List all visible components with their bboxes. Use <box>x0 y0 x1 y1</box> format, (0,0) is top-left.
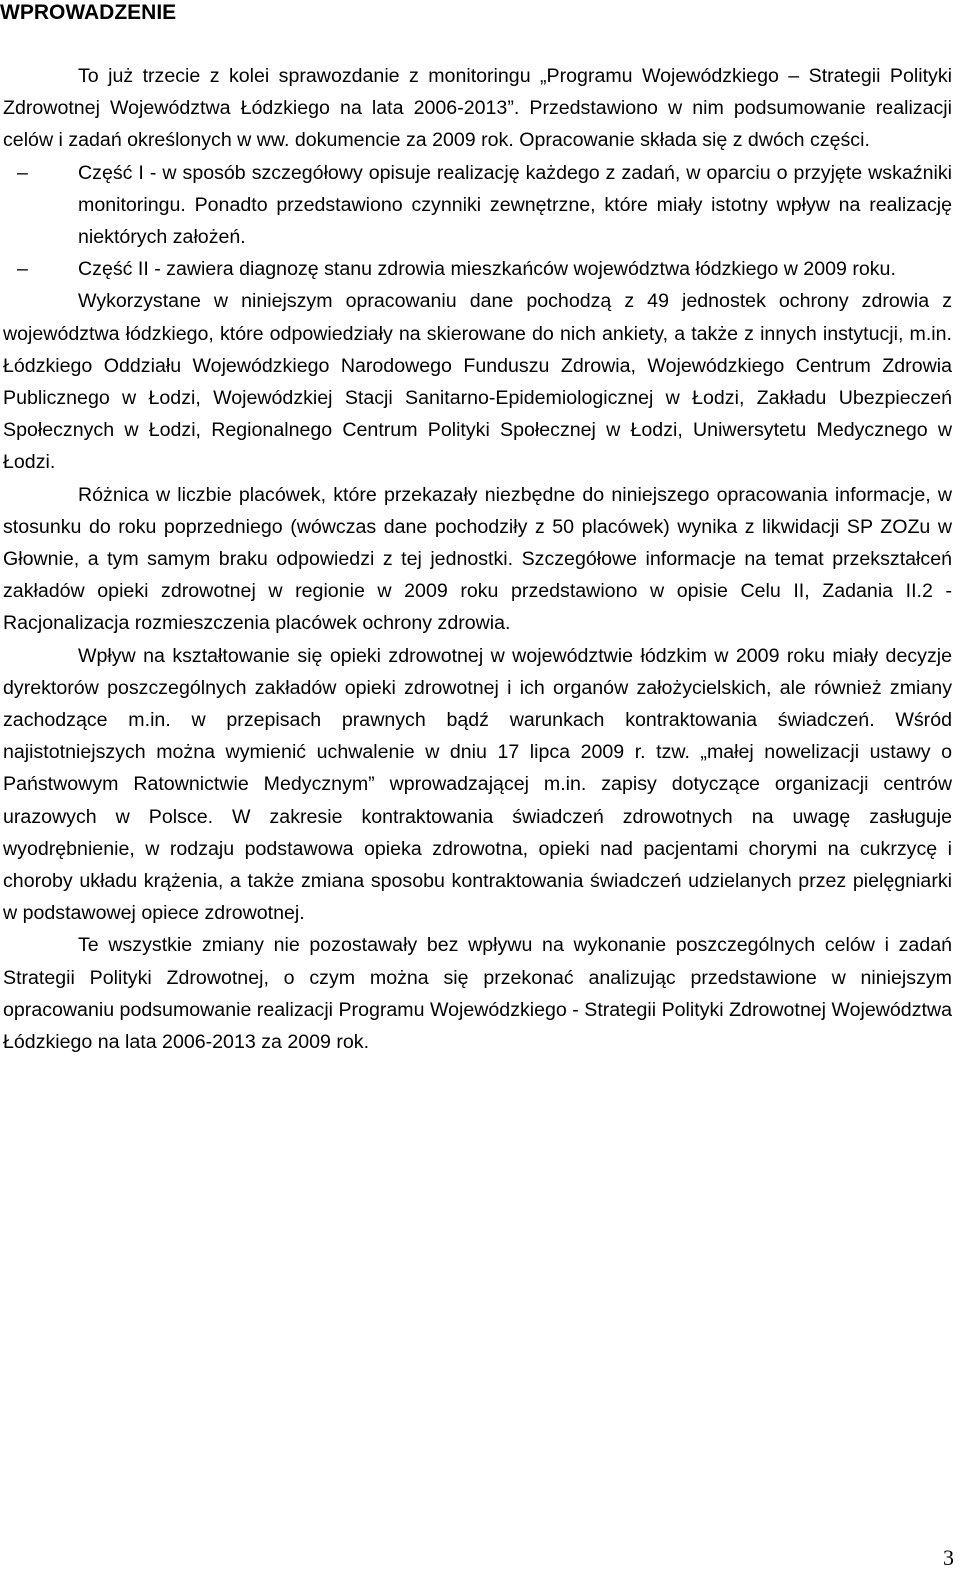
facilities-difference-paragraph: Różnica w liczbie placówek, które przekazały niezbędne do niniejszego opracowania informacje, w stosunku do roku poprzedniego (wówczas dane pochodziły z 50 placówek) wynika z likwidacji SP ZOZu w Głownie, a tym samym braku odpowiedzi z tej jednostki. Szczegółowe informacje na temat przekształceń zakładów opieki zdrowotnej w regionie w 2009 roku przedstawiono w opisie Celu II, Zadania II.2 - Racjonalizacja rozmieszczenia placówek ochrony zdrowia. <box>3 483 952 635</box>
page-number: 3 <box>943 1545 954 1570</box>
dash-bullet-icon: – <box>17 258 28 281</box>
dash-bullet-icon: – <box>17 161 28 184</box>
summary-paragraph: Te wszystkie zmiany nie pozostawały bez wpływu na wykonanie poszczególnych celów i zadań Strategii Polityki Zdrowotnej, o czym można się przekonać analizując przedstawione w niniejszym opracowaniu podsumowanie realizacji Programu Wojewódzkiego - Strategii Polityki Zdrowotnej Województwa Łódzkiego na lata 2006-2013 za 2009 rok. <box>3 934 952 1054</box>
section-heading: WPROWADZENIE <box>0 1 177 24</box>
healthcare-changes-paragraph: Wpływ na kształtowanie się opieki zdrowotnej w województwie łódzkim w 2009 roku miały decyzje dyrektorów poszczególnych zakładów opieki zdrowotnej i ich organów założycielskich, ale również zmiany zachodzące m.in. w przepisach prawnych bądź warunkach kontraktowania świadczeń. Wśród najistotniejszych można wymienić uchwalenie w dniu 17 lipca 2009 r. tzw. „małej nowelizacji ustawy o Państwowym Ratownictwie Medycznym” wprowadzającej m.in. zapisy dotyczące organizacji centrów urazowych w Polsce. W zakresie kontraktowania świadczeń zdrowotnych na uwagę zasługuje wyodrębnienie, w rodzaju podstawowa opieka zdrowotna, opieki nad pacjentami chorymi na cukrzycę i choroby układu krążenia, a także zmiana sposobu kontraktowania świadczeń udzielanych przez pielęgniarki w podstawowej opiece zdrowotnej. <box>3 644 952 925</box>
list-item-text: Część I - w sposób szczegółowy opisuje realizację każdego z zadań, w oparciu o przyjęte wskaźniki monitoringu. Ponadto przedstawiono czynniki zewnętrzne, które miały istotny wpływ na realizację niektórych założeń. <box>78 161 952 249</box>
parts-list <box>3 157 952 286</box>
list-item-text: Część II - zawiera diagnozę stanu zdrowia mieszkańców województwa łódzkiego w 2009 roku. <box>78 258 896 281</box>
list-item <box>3 253 952 285</box>
data-sources-paragraph: Wykorzystane w niniejszym opracowaniu dane pochodzą z 49 jednostek ochrony zdrowia z województwa łódzkiego, które odpowiedziały na skierowane do nich ankiety, a także z innych instytucji, m.in. Łódzkiego Oddziału Wojewódzkiego Narodowego Funduszu Zdrowia, Wojewódzkiego Centrum Zdrowia Publicznego w Łodzi, Wojewódzkiej Stacji Sanitarno-Epidemiologicznej w Łodzi, Zakładu Ubezpieczeń Społecznych w Łodzi, Regionalnego Centrum Polityki Społecznej w Łodzi, Uniwersytetu Medycznego w Łodzi. <box>3 290 952 474</box>
intro-paragraph: To już trzecie z kolei sprawozdanie z monitoringu „Programu Wojewódzkiego – Strategii Polityki Zdrowotnej Województwa Łódzkiego na lata 2006-2013”. Przedstawiono w nim podsumowanie realizacji celów i zadań określonych w ww. dokumencie za 2009 rok. Opracowanie składa się z dwóch części. <box>3 65 952 152</box>
list-item <box>3 157 952 254</box>
body-text <box>3 60 952 1058</box>
